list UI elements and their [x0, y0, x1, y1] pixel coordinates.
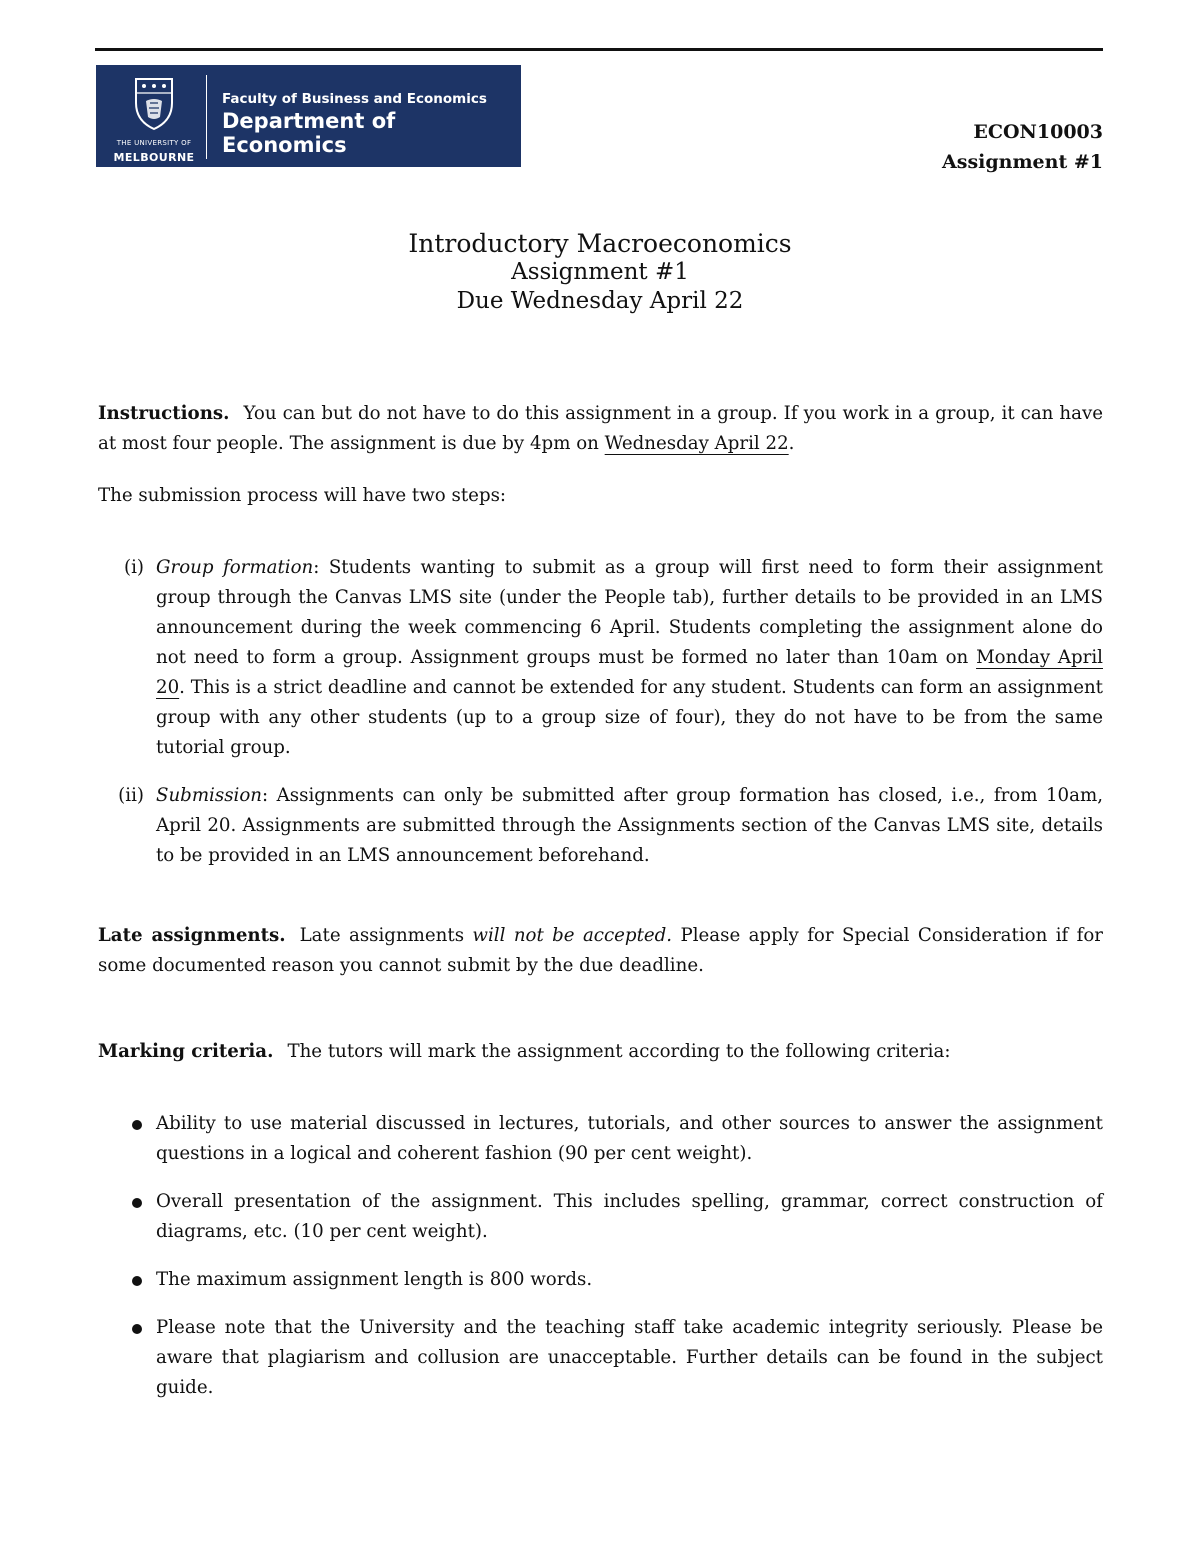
logo-divider [206, 75, 207, 159]
top-rule [95, 48, 1103, 51]
faculty-name: Faculty of Business and Economics [222, 91, 487, 107]
criterion-text: Please note that the University and the teaching staff take academic integrity seriously. Please be aware that plagiarism and collusion are unacceptable. Further details can be found in the subject guide. [156, 1317, 1103, 1398]
marking-criteria-paragraph [98, 1037, 1103, 1067]
step-term: Group formation [156, 557, 314, 578]
instructions-heading: Instructions. [98, 403, 230, 424]
list-marker: (ii) [118, 785, 144, 806]
criterion-text: Ability to use material discussed in lectures, tutorials, and other sources to answer the assignment questions in a logical and coherent fashion (90 per cent weight). [156, 1113, 1103, 1164]
title-assignment: Assignment #1 [511, 259, 689, 285]
step-text: : Students wanting to submit as a group will first need to form their assignment group through the Canvas LMS site (under the People tab), further details to be provided in an LMS announcement during the week commencing 6 April. Students completing the assignment alone do not need to form a group. Assignment groups must be formed no later than 10am on [156, 557, 1103, 668]
late-assignments-paragraph [98, 921, 1103, 981]
document-title [0, 229, 1200, 316]
list-item [98, 1187, 1103, 1247]
title-course: Introductory Macroeconomics [408, 229, 792, 258]
submission-intro: The submission process will have two steps: [98, 485, 507, 506]
bullet-icon [132, 1276, 142, 1286]
course-code: ECON10003 [973, 121, 1103, 143]
title-due: Due Wednesday April 22 [456, 288, 744, 314]
late-emphasis: will not be accepted. [472, 925, 673, 946]
late-text-end: Please apply for Special Consideration if for some documented reason you cannot submit by the due deadline. [98, 925, 1103, 976]
bullet-icon [132, 1120, 142, 1130]
list-item [98, 1265, 1103, 1295]
instructions-paragraph [98, 399, 1103, 459]
university-logo [96, 65, 521, 167]
course-header [942, 117, 1103, 177]
criterion-text: The maximum assignment length is 800 words. [156, 1269, 593, 1290]
list-item [98, 1109, 1103, 1169]
list-item [98, 1313, 1103, 1403]
marking-intro: The tutors will mark the assignment according to the following criteria: [287, 1041, 951, 1062]
step-term: Submission [156, 785, 263, 806]
instructions-text-end: . [788, 433, 795, 454]
list-item [98, 781, 1103, 871]
list-marker: (i) [123, 557, 144, 578]
late-text: Late assignments [299, 925, 473, 946]
assignment-label: Assignment #1 [942, 151, 1103, 173]
marking-criteria-list [98, 1109, 1103, 1421]
list-item [98, 553, 1103, 763]
crest-shield-icon [132, 73, 176, 131]
late-heading: Late assignments. [98, 925, 286, 946]
university-name-small: THE UNIVERSITY OF [116, 139, 192, 147]
step-text-end: . This is a strict deadline and cannot be extended for any student. Students can form an assignment group with any other students (up to a group size of four), they do not have to be from the same tutorial group. [156, 677, 1103, 758]
university-name: MELBOURNE [113, 151, 195, 164]
criterion-text: Overall presentation of the assignment. This includes spelling, grammar, correct construction of diagrams, etc. (10 per cent weight). [156, 1191, 1103, 1242]
instructions-text: You can but do not have to do this assignment in a group. If you work in a group, it can have at most four people. The assignment is due by 4pm on [98, 403, 1103, 454]
instructions-due-date: Wednesday April 22 [604, 433, 789, 454]
bullet-icon [132, 1324, 142, 1334]
step-deadline: Monday April 20 [156, 647, 1103, 698]
bullet-icon [132, 1198, 142, 1208]
submission-steps-list [98, 553, 1103, 889]
crest [106, 73, 202, 163]
step-text: : Assignments can only be submitted after group formation has closed, i.e., from 10am, April 20. Assignments are submitted through the Assignments section of the Canvas LMS site, details to be provided in an LMS announcement beforehand. [156, 785, 1103, 866]
marking-heading: Marking criteria. [98, 1041, 274, 1062]
department-name: Department of Economics [222, 109, 396, 157]
